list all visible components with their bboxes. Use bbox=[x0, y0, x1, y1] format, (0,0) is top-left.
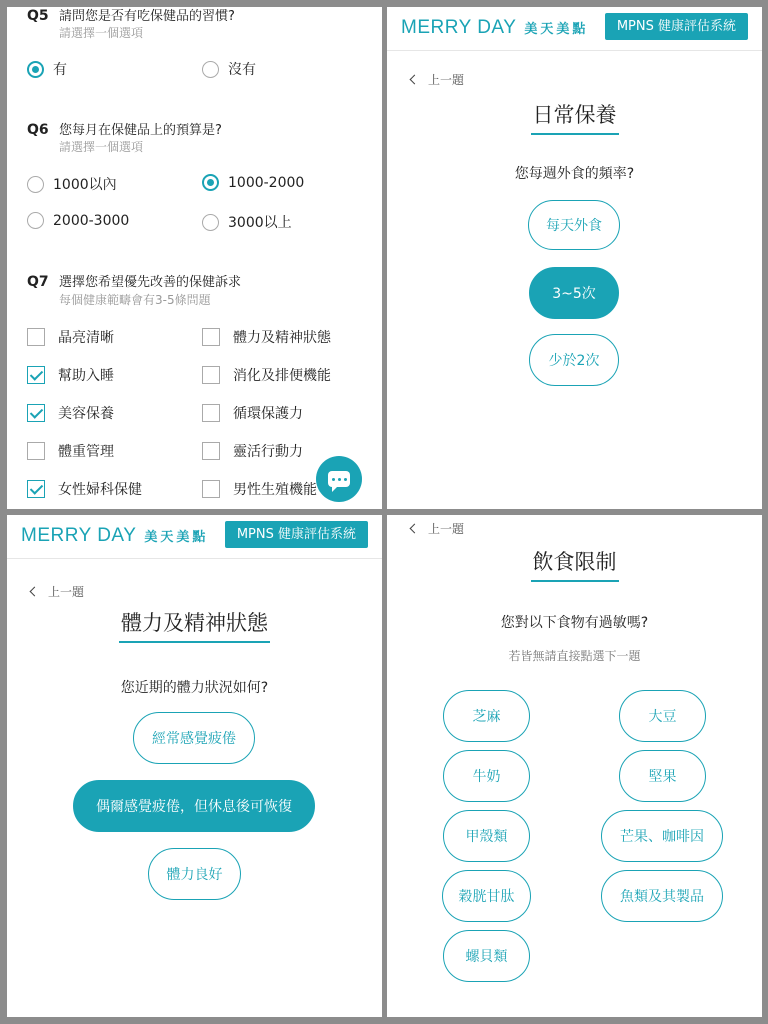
checkbox-icon bbox=[202, 328, 220, 346]
q6-option-4[interactable]: 3000以上 bbox=[202, 212, 292, 232]
radio-icon bbox=[27, 176, 44, 193]
option-button[interactable]: 穀胱甘肽 bbox=[442, 870, 531, 922]
q6-hint: 請選擇一個選項 bbox=[59, 140, 144, 154]
question-text: 您對以下食物有過敏嗎? bbox=[500, 615, 649, 631]
q5-option-yes[interactable]: 有 bbox=[27, 59, 67, 79]
checkbox-icon bbox=[202, 442, 220, 460]
question-text: 您每週外食的頻率? bbox=[514, 166, 635, 182]
chat-button[interactable] bbox=[316, 456, 362, 502]
q7-hint: 每個健康範疇會有3-5條問題 bbox=[59, 293, 211, 307]
radio-selected-icon bbox=[202, 174, 219, 191]
checkbox-checked-icon bbox=[27, 480, 45, 498]
chat-icon bbox=[328, 471, 350, 487]
option-button[interactable]: 體力良好 bbox=[148, 848, 241, 900]
q5-heading bbox=[27, 7, 235, 24]
q6-text: 您每月在保健品上的預算是? bbox=[59, 123, 222, 138]
q7-option-10[interactable]: 男性生殖機能 bbox=[202, 479, 317, 499]
back-link[interactable]: 上一題 bbox=[31, 583, 84, 600]
q5-hint: 請選擇一個選項 bbox=[59, 26, 144, 40]
option-button[interactable]: 少於2次 bbox=[529, 334, 619, 386]
q7-number: Q7 bbox=[27, 274, 49, 290]
q6-number: Q6 bbox=[27, 122, 49, 138]
q7-option-5[interactable]: 美容保養 bbox=[27, 403, 114, 423]
q7-text: 選擇您希望優先改善的保健訴求 bbox=[59, 275, 242, 290]
q7-option-7[interactable]: 體重管理 bbox=[27, 441, 114, 461]
q7-option-9[interactable]: 女性婦科保健 bbox=[27, 479, 142, 499]
checkbox-icon bbox=[27, 328, 45, 346]
option-button[interactable]: 螺貝類 bbox=[443, 930, 530, 982]
q6-option-1[interactable]: 1000以內 bbox=[27, 174, 117, 194]
q7-option-1[interactable]: 晶亮清晰 bbox=[27, 327, 114, 347]
back-link[interactable]: 上一題 bbox=[411, 520, 464, 537]
checkbox-icon bbox=[202, 366, 220, 384]
radio-selected-icon bbox=[27, 61, 44, 78]
question-hint: 若皆無請直接點選下一題 bbox=[508, 649, 641, 663]
system-button[interactable]: MPNS 健康評估系統 bbox=[605, 13, 748, 40]
radio-icon bbox=[27, 212, 44, 229]
q5-number: Q5 bbox=[27, 8, 49, 24]
page-title: 日常保養 bbox=[387, 99, 762, 135]
option-button-selected[interactable]: 3~5次 bbox=[529, 267, 619, 319]
option-button[interactable]: 魚類及其製品 bbox=[601, 870, 723, 922]
back-link[interactable]: 上一題 bbox=[411, 71, 464, 88]
system-button[interactable]: MPNS 健康評估系統 bbox=[225, 521, 368, 548]
option-button[interactable]: 每天外食 bbox=[528, 200, 620, 250]
option-button[interactable]: 堅果 bbox=[619, 750, 706, 802]
q5-text: 請問您是否有吃保健品的習慣? bbox=[59, 9, 235, 24]
q6-option-2[interactable]: 1000-2000 bbox=[202, 174, 304, 191]
page-title: 體力及精神狀態 bbox=[7, 607, 382, 643]
option-button[interactable]: 芒果、咖啡因 bbox=[601, 810, 723, 862]
option-button[interactable]: 經常感覺疲倦 bbox=[133, 712, 255, 764]
option-button[interactable]: 牛奶 bbox=[443, 750, 530, 802]
q7-option-2[interactable]: 體力及精神狀態 bbox=[202, 327, 331, 347]
q7-option-6[interactable]: 循環保護力 bbox=[202, 403, 303, 423]
question-text: 您近期的體力狀況如何? bbox=[120, 680, 269, 696]
daily-care-panel bbox=[387, 7, 762, 509]
logo[interactable]: MERRY DAY 美天美點 bbox=[21, 525, 209, 546]
q7-option-8[interactable]: 靈活行動力 bbox=[202, 441, 303, 461]
option-button[interactable]: 甲殼類 bbox=[443, 810, 530, 862]
checkbox-checked-icon bbox=[27, 366, 45, 384]
app-header bbox=[387, 7, 762, 51]
checkbox-checked-icon bbox=[27, 404, 45, 422]
checkbox-icon bbox=[202, 480, 220, 498]
chevron-left-icon bbox=[410, 524, 420, 534]
chevron-left-icon bbox=[30, 587, 40, 597]
page-title: 飲食限制 bbox=[387, 546, 762, 582]
diet-panel bbox=[387, 515, 762, 1017]
checkbox-icon bbox=[27, 442, 45, 460]
q5-option-no[interactable]: 沒有 bbox=[202, 59, 256, 79]
q7-option-3[interactable]: 幫助入睡 bbox=[27, 365, 114, 385]
checkbox-icon bbox=[202, 404, 220, 422]
chevron-left-icon bbox=[410, 75, 420, 85]
q6-heading bbox=[27, 119, 222, 138]
radio-icon bbox=[202, 61, 219, 78]
radio-icon bbox=[202, 214, 219, 231]
option-button[interactable]: 芝麻 bbox=[443, 690, 530, 742]
energy-panel bbox=[7, 515, 382, 1017]
option-button[interactable]: 大豆 bbox=[619, 690, 706, 742]
logo[interactable]: MERRY DAY 美天美點 bbox=[401, 17, 589, 38]
questionnaire-panel bbox=[7, 7, 382, 509]
q7-heading bbox=[27, 271, 241, 290]
app-header bbox=[7, 515, 382, 559]
q6-option-3[interactable]: 2000-3000 bbox=[27, 212, 129, 229]
option-button-selected[interactable]: 偶爾感覺疲倦，但休息後可恢復 bbox=[73, 780, 315, 832]
q7-option-4[interactable]: 消化及排便機能 bbox=[202, 365, 331, 385]
